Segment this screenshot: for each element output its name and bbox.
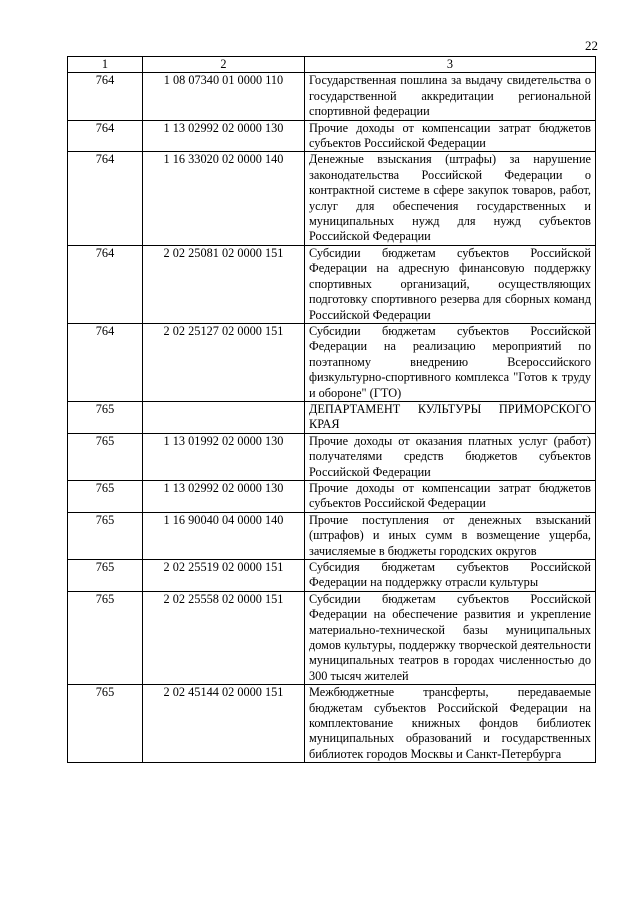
table-row: [68, 323, 596, 401]
description-cell: Прочие поступления от денежных взысканий (штрафов) и иных сумм в возмещение ущерба, зачисляемые в бюджеты городских округов: [305, 512, 596, 559]
revenue-code-cell: 2 02 25127 02 0000 151: [143, 323, 305, 401]
description-cell: Межбюджетные трансферты, передаваемые бюджетам субъектов Российской Федерации на комплектование книжных фондов библиотек муниципальных образований и государственных библиотек городов Москвы и Санкт-Петербурга: [305, 685, 596, 763]
revenue-codes-table: [67, 56, 596, 763]
table-row: [68, 152, 596, 245]
revenue-code-cell: 2 02 45144 02 0000 151: [143, 685, 305, 763]
table-row: [68, 120, 596, 152]
admin-code-cell: 764: [68, 120, 143, 152]
admin-code-cell: 765: [68, 685, 143, 763]
table-row: [68, 685, 596, 763]
revenue-code-cell: 2 02 25519 02 0000 151: [143, 560, 305, 592]
column-header-code: 2: [143, 57, 305, 73]
revenue-code-cell: 2 02 25081 02 0000 151: [143, 245, 305, 323]
description-cell: Государственная пошлина за выдачу свидетельства о государственной аккредитации региональной спортивной федерации: [305, 73, 596, 120]
admin-code-cell: 765: [68, 480, 143, 512]
table-row: [68, 480, 596, 512]
description-cell: Прочие доходы от компенсации затрат бюджетов субъектов Российской Федерации: [305, 120, 596, 152]
description-cell: Субсидия бюджетам субъектов Российской Федерации на поддержку отрасли культуры: [305, 560, 596, 592]
table-row: [68, 591, 596, 684]
admin-code-cell: 765: [68, 591, 143, 684]
admin-code-cell: 764: [68, 323, 143, 401]
description-cell: Субсидии бюджетам субъектов Российской Федерации на обеспечение развития и укрепление материально-технической базы муниципальных домов культуры, поддержку творческой деятельности муниципальных театров в городах численностью до 300 тысяч жителей: [305, 591, 596, 684]
revenue-code-cell: 1 13 01992 02 0000 130: [143, 433, 305, 480]
revenue-code-cell: 1 13 02992 02 0000 130: [143, 120, 305, 152]
table-row: [68, 560, 596, 592]
admin-code-cell: 764: [68, 245, 143, 323]
table-row: [68, 433, 596, 480]
table-row-department: [68, 401, 596, 433]
admin-code-cell: 764: [68, 152, 143, 245]
table-row: [68, 73, 596, 120]
revenue-code-cell: 1 08 07340 01 0000 110: [143, 73, 305, 120]
column-header-description: 3: [305, 57, 596, 73]
revenue-code-cell: 1 16 33020 02 0000 140: [143, 152, 305, 245]
description-cell: Денежные взыскания (штрафы) за нарушение законодательства Российской Федерации о контрактной системе в сфере закупок товаров, работ, услуг для обеспечения государственных и муниципальных нужд для нужд субъектов Российской Федерации: [305, 152, 596, 245]
description-cell: Субсидии бюджетам субъектов Российской Федерации на реализацию мероприятий по поэтапному внедрению Всероссийского физкультурно-спортивного комплекса "Готов к труду и обороне" (ГТО): [305, 323, 596, 401]
admin-code-cell: 764: [68, 73, 143, 120]
admin-code-cell: 765: [68, 560, 143, 592]
admin-code-cell: 765: [68, 401, 143, 433]
table-row: [68, 245, 596, 323]
page-number: 22: [585, 38, 598, 53]
description-cell: Прочие доходы от оказания платных услуг (работ) получателями средств бюджетов субъектов Российской Федерации: [305, 433, 596, 480]
column-header-admin: 1: [68, 57, 143, 73]
description-cell: Субсидии бюджетам субъектов Российской Федерации на адресную финансовую поддержку спортивных организаций, осуществляющих подготовку спортивного резерва для сборных команд Российской Федерации: [305, 245, 596, 323]
admin-code-cell: 765: [68, 433, 143, 480]
revenue-code-cell: 1 16 90040 04 0000 140: [143, 512, 305, 559]
revenue-code-cell: 2 02 25558 02 0000 151: [143, 591, 305, 684]
revenue-code-cell: [143, 401, 305, 433]
department-heading-cell: ДЕПАРТАМЕНТ КУЛЬТУРЫ ПРИМОРСКОГО КРАЯ: [305, 401, 596, 433]
table-header-row: [68, 57, 596, 73]
description-cell: Прочие доходы от компенсации затрат бюджетов субъектов Российской Федерации: [305, 480, 596, 512]
admin-code-cell: 765: [68, 512, 143, 559]
table-row: [68, 512, 596, 559]
revenue-code-cell: 1 13 02992 02 0000 130: [143, 480, 305, 512]
